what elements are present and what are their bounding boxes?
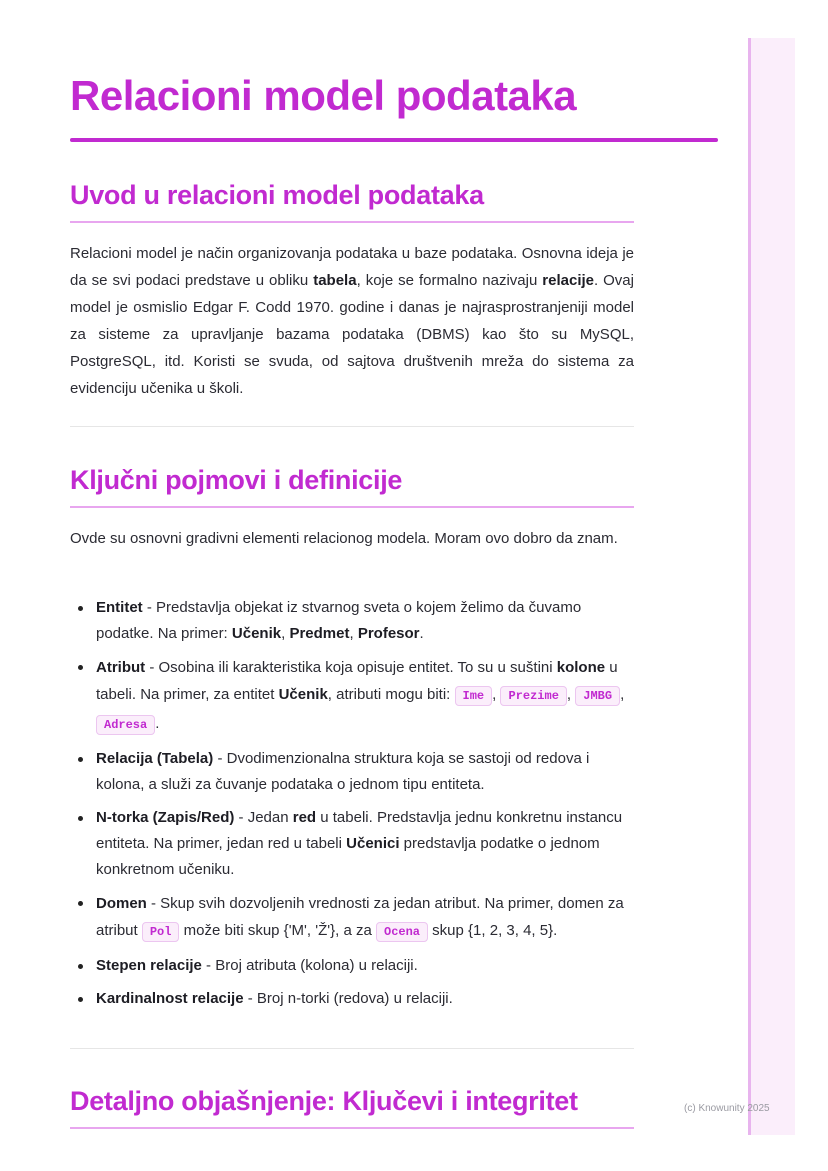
separator: , [492, 686, 501, 703]
separator: . [155, 715, 160, 732]
section-rule [70, 1127, 634, 1129]
separator: . [419, 625, 424, 642]
example: Učenik [231, 625, 282, 642]
code-ime: Ime [455, 686, 493, 706]
separator: , [566, 686, 576, 703]
definition-text: predstavlja podatke o jednom konkretnom učeniku. [96, 835, 600, 878]
separator: , [620, 686, 625, 703]
definition-text: skup {1, 2, 3, 4, 5}. [428, 922, 558, 939]
code-pol: Pol [142, 922, 180, 942]
term: Relacija (Tabela) [96, 750, 214, 767]
intro-bold-relacije: relacije [542, 272, 595, 289]
definition-text: u tabeli. Predstavlja jednu konkretnu instancu entiteta. Na primer, jedan red u tabeli [96, 809, 623, 852]
code-adresa: Adresa [96, 715, 155, 735]
section-divider [70, 426, 634, 427]
list-item-domen [70, 890, 634, 946]
definitions-list [70, 595, 634, 1019]
example: Predmet [289, 625, 350, 642]
bold-text: Učenici [346, 835, 400, 852]
intro-text: Relacioni model je način organizovanja podataka u baze podataka. Osnovna ideja je da se svi podaci predstave u obliku [70, 245, 634, 289]
definition-text: - Dvodimenzionalna struktura koja se sastoji od redova i kolona, a služi za čuvanje podataka o jednom tipu entiteta. [96, 750, 590, 793]
list-item-entitet [70, 595, 634, 647]
definition-text: može biti skup {'M', 'Ž'}, a za [179, 922, 376, 939]
list-item-ntorka [70, 805, 634, 883]
term: Domen [96, 895, 147, 912]
term: Entitet [96, 599, 143, 616]
definition-text: , atributi mogu biti: [327, 686, 455, 703]
section-heading-intro: Uvod u relacioni model podataka [70, 180, 484, 210]
term: Atribut [96, 659, 146, 676]
section-heading-concepts: Ključni pojmovi i definicije [70, 465, 403, 495]
definition-text: u tabeli. Na primer, za entitet [96, 659, 618, 703]
title-rule [70, 138, 718, 142]
definition-text: - Jedan [234, 809, 293, 826]
definition-text: - Skup svih dozvoljenih vrednosti za jedan atribut. Na primer, domen za atribut [96, 895, 624, 939]
definition-text: - Broj n-torki (redova) u relaciji. [243, 990, 453, 1007]
section-rule [70, 221, 634, 223]
list-item-stepen [70, 953, 634, 979]
separator: , [281, 625, 290, 642]
definition-text: - Predstavlja objekat iz stvarnog sveta o kojem želimo da čuvamo podatke. Na primer: [96, 599, 582, 642]
bold-text: kolone [556, 659, 606, 676]
section-divider [70, 1048, 634, 1049]
term: Kardinalnost relacije [96, 990, 244, 1007]
list-item-atribut [70, 654, 634, 739]
term: N-torka (Zapis/Red) [96, 809, 235, 826]
side-band [748, 38, 795, 1135]
intro-text: . Ovaj model je osmislio Edgar F. Codd 1970. godine i danas je najrasprostranjeniji model za sisteme za upravljanje bazama podataka (DBMS) kao što su MySQL, PostgreSQL, itd. Koristi se svuda, od sajtova društvenih mreža do sistema za evidenciju učenika u školi. [70, 272, 634, 397]
page-title: Relacioni model podataka [70, 72, 577, 119]
definition-text: - Broj atributa (kolona) u relaciji. [201, 957, 418, 974]
intro-paragraph [70, 240, 634, 402]
intro-text: , koje se formalno nazivaju [356, 272, 543, 289]
code-ocena: Ocena [376, 922, 428, 942]
concepts-intro: Ovde su osnovni gradivni elementi relacionog modela. Moram ovo dobro da znam. [70, 530, 618, 547]
list-item-relacija [70, 746, 634, 798]
list-item-kardinalnost [70, 986, 634, 1012]
separator: , [349, 625, 358, 642]
code-jmbg: JMBG [575, 686, 620, 706]
footer-copyright: (c) Knowunity 2025 [684, 1103, 770, 1114]
code-prezime: Prezime [500, 686, 566, 706]
bold-text: Učenik [278, 686, 328, 703]
intro-bold-tabela: tabela [313, 272, 357, 289]
term: Stepen relacije [96, 957, 202, 974]
section-heading-keys: Detaljno objašnjenje: Ključevi i integritet [70, 1086, 578, 1116]
definition-text: - Osobina ili karakteristika koja opisuje entitet. To su u suštini [145, 659, 557, 676]
section-rule [70, 506, 634, 508]
example: Profesor [357, 625, 420, 642]
bold-text: red [292, 809, 317, 826]
